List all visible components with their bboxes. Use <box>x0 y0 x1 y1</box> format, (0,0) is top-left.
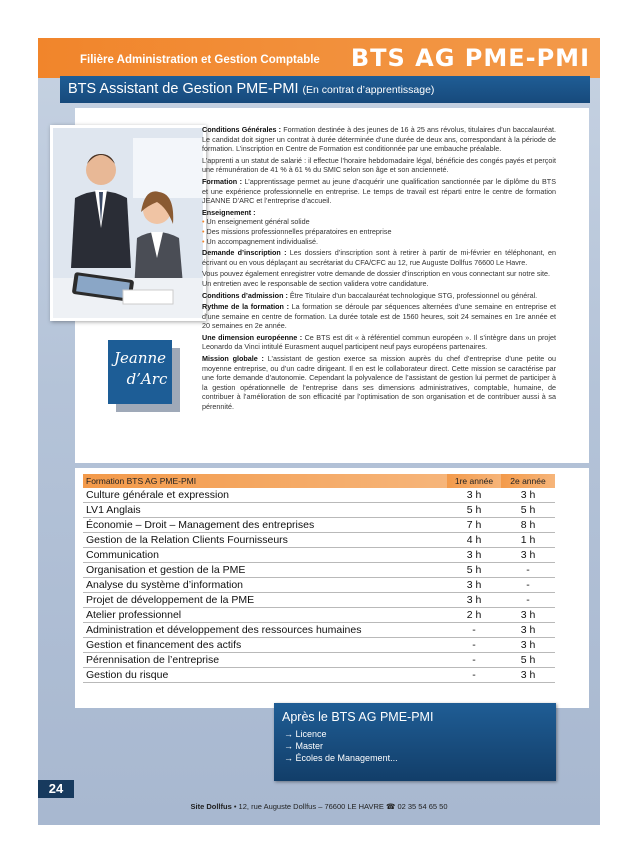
jeanne-darc-logo <box>108 340 172 404</box>
conditions-generales <box>202 125 556 154</box>
table-row <box>83 653 555 668</box>
year2-cell: 3 h <box>501 623 555 638</box>
enseignement-item: • Des missions professionnelles préparatoires en entreprise <box>202 227 556 237</box>
year2-cell: - <box>501 593 555 608</box>
business-people-photo <box>50 125 206 321</box>
subject-cell: Culture générale et expression <box>83 488 447 503</box>
admission-text: Être Titulaire d’un baccalauréat technologique STG, professionnel ou général. <box>287 290 538 300</box>
year1-cell: - <box>447 638 501 653</box>
europe-label: Une dimension européenne : <box>202 332 303 342</box>
courses-table <box>83 474 555 683</box>
page-number: 24 <box>38 780 74 798</box>
apres-item: → Master <box>284 740 398 752</box>
formation-text: L’apprentissage permet au jeune d’acquérir une qualification sanctionnée par le diplôme du BTS et une expérience professionnelle en entreprise. Le temps de travail est réparti entre le centre de formation JEANNE D’ARC et l’entreprise d’accueil. <box>202 176 556 206</box>
enseignement-label: Enseignement : <box>202 207 256 217</box>
table-row <box>83 623 555 638</box>
rythme-text: La formation se déroule par séquences alternées d’une semaine en entreprise et d’une semaine en centre de formation. La durée totale est de 1560 heures, soit 24 semaines en 1re année et 20 semaines en 2e année. <box>202 302 556 331</box>
table-row <box>83 533 555 548</box>
table-row <box>83 563 555 578</box>
formation <box>202 177 556 206</box>
table-header-year1: 1re année <box>447 474 501 488</box>
subject-cell: Projet de développement de la PME <box>83 593 447 608</box>
enseignement-item: • Un enseignement général solide <box>202 217 556 227</box>
demande-inscription <box>202 248 556 267</box>
apres-item: → Écoles de Management... <box>284 752 398 764</box>
conditions-admission <box>202 291 556 301</box>
subject-cell: Pérennisation de l’entreprise <box>83 653 447 668</box>
year1-cell: 3 h <box>447 593 501 608</box>
table-header-row <box>83 474 555 488</box>
filiere-label: Filière Administration et Gestion Comptable <box>80 54 320 66</box>
footer-phone: 02 35 54 65 50 <box>395 802 448 811</box>
admission-label: Conditions d’admission : <box>202 290 288 300</box>
enseignement <box>202 208 556 218</box>
enseignement-item: • Un accompagnement individualisé. <box>202 237 556 247</box>
subject-cell: LV1 Anglais <box>83 503 447 518</box>
mission-globale <box>202 354 556 412</box>
demande-text: Les dossiers d’inscription sont à retirer à partir de mi-février en téléphonant, en écrivant ou en vous déplaçant au secrétariat du CFA/CFC au 12, rue Auguste Dollfus 76600 Le Havre. <box>202 248 556 267</box>
main-title <box>68 81 434 97</box>
subject-cell: Organisation et gestion de la PME <box>83 563 447 578</box>
year1-cell: 5 h <box>447 563 501 578</box>
logo-line1: Jeanne <box>113 349 167 367</box>
mission-text: L’assistant de gestion exerce sa mission auprès du chef d’entreprise d’une petite ou moyenne entreprise, ou d’un cadre dirigeant. Il en est le collaborateur direct. Cette mission se caractérise par une forte demande d’autonomie. Cependant la polyvalence de l’assistant de gestion lui permet de participer à la gestion opérationnelle de l’entreprise dans ses dimensions administratives, comptable, humaine, de contribuer à l’amélioration de son efficacité par l’optimisation de son organisation et de contribuer aussi à sa pérennité. <box>202 354 556 412</box>
table-header-year2: 2e année <box>501 474 555 488</box>
table-row <box>83 503 555 518</box>
year1-cell: 3 h <box>447 578 501 593</box>
table-row <box>83 668 555 683</box>
footer-site: Site Dollfus <box>190 802 232 811</box>
conditions-generales-text: Formation destinée à des jeunes de 16 à 25 ans révolus, titulaires d’un baccalauréat. Le candidat doit signer un contrat à durée déterminée d’une durée de deux ans, correspondant à la période de formation. L’inscription en Centre de Formation est conditionnée par une embauche préalable. <box>202 125 556 154</box>
demande-inscription-3: Un entretien avec le responsable de section validera votre candidature. <box>202 278 429 288</box>
demande-inscription-2: Vous pouvez également enregistrer votre demande de dossier d’inscription en vous connectant sur notre site. <box>202 269 550 279</box>
main-title-text: BTS Assistant de Gestion PME-PMI <box>68 81 299 97</box>
subject-cell: Économie – Droit – Management des entreprises <box>83 518 447 533</box>
table-row <box>83 638 555 653</box>
logo-text <box>108 348 172 390</box>
year1-cell: 5 h <box>447 503 501 518</box>
year2-cell: 3 h <box>501 488 555 503</box>
year2-cell: 3 h <box>501 668 555 683</box>
year2-cell: 3 h <box>501 608 555 623</box>
logo-line2: d’Arc <box>126 370 168 388</box>
subject-cell: Gestion et financement des actifs <box>83 638 447 653</box>
description-text <box>202 125 556 414</box>
year2-cell: 3 h <box>501 638 555 653</box>
subject-cell: Communication <box>83 548 447 563</box>
enseignement-list <box>202 217 556 246</box>
rythme-label: Rythme de la formation : <box>202 302 289 312</box>
year1-cell: 7 h <box>447 518 501 533</box>
rythme-formation <box>202 302 556 331</box>
year2-cell: 3 h <box>501 548 555 563</box>
table-row <box>83 488 555 503</box>
year1-cell: 4 h <box>447 533 501 548</box>
year2-cell: 8 h <box>501 518 555 533</box>
table-row <box>83 518 555 533</box>
mission-label: Mission globale : <box>202 354 264 364</box>
table-row <box>83 578 555 593</box>
footer-address: • 12, rue Auguste Dollfus – 76600 LE HAVRE <box>231 802 387 811</box>
dimension-europeenne <box>202 333 556 352</box>
footer <box>0 802 638 811</box>
table-row <box>83 608 555 623</box>
photo-illustration <box>53 128 203 318</box>
year1-cell: - <box>447 668 501 683</box>
europe-text: Ce BTS est dit « à référentiel commun européen ». Il s’intègre dans un projet Leonardo da Vinci intitulé Eurasment auquel participent neuf pays européens partenaires. <box>202 332 556 352</box>
apres-bts-box <box>274 703 556 781</box>
bts-title: BTS AG PME-PMI <box>350 44 590 72</box>
apres-title: Après le BTS AG PME-PMI <box>282 710 434 724</box>
year1-cell: 3 h <box>447 548 501 563</box>
year1-cell: - <box>447 623 501 638</box>
table-header-title: Formation BTS AG PME-PMI <box>83 474 447 488</box>
main-subtitle: (En contrat d’apprentissage) <box>302 84 435 96</box>
year2-cell: 5 h <box>501 653 555 668</box>
apres-item: → Licence <box>284 728 398 740</box>
subject-cell: Gestion du risque <box>83 668 447 683</box>
formation-label: Formation : <box>202 176 243 186</box>
table-row <box>83 548 555 563</box>
conditions-generales-2: L’apprenti a un statut de salarié : il effectue l’horaire hebdomadaire légal, bénéficie des congés payés et perçoit une rémunération de 41 % à 61 % du SMIC selon son âge et son ancienneté. <box>202 155 556 175</box>
orange-header-band <box>38 38 600 78</box>
conditions-generales-label: Conditions Générales : <box>202 125 282 134</box>
table-row <box>83 593 555 608</box>
telephone-icon: ☎ <box>386 802 396 811</box>
year1-cell: 3 h <box>447 488 501 503</box>
title-band <box>60 76 590 103</box>
year2-cell: - <box>501 563 555 578</box>
year1-cell: 2 h <box>447 608 501 623</box>
subject-cell: Atelier professionnel <box>83 608 447 623</box>
year1-cell: - <box>447 653 501 668</box>
year2-cell: - <box>501 578 555 593</box>
subject-cell: Analyse du système d’information <box>83 578 447 593</box>
subject-cell: Gestion de la Relation Clients Fournisseurs <box>83 533 447 548</box>
subject-cell: Administration et développement des ressources humaines <box>83 623 447 638</box>
apres-list <box>284 728 398 764</box>
year2-cell: 1 h <box>501 533 555 548</box>
demande-label: Demande d’inscription : <box>202 248 287 258</box>
year2-cell: 5 h <box>501 503 555 518</box>
